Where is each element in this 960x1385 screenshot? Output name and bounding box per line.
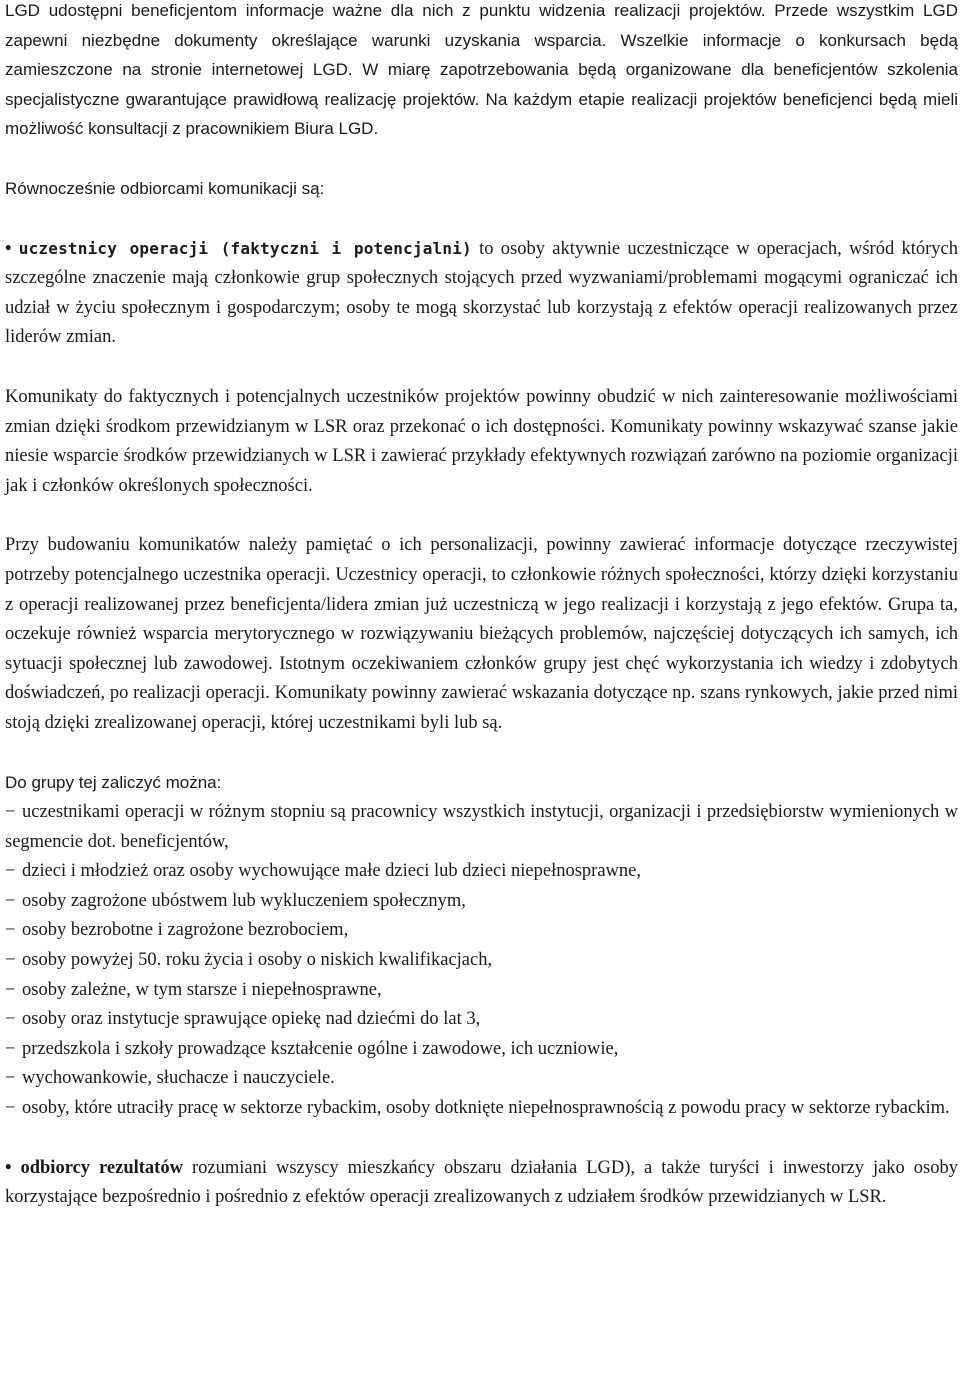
dash-mark: − (5, 861, 16, 882)
bullet-result-recipients (5, 1154, 958, 1213)
list-item: − osoby zagrożone ubóstwem lub wykluczeniem społecznym, (5, 887, 958, 917)
dash-mark: − (5, 1068, 16, 1089)
dash-mark: − (5, 920, 16, 941)
bullet-mark: • (5, 1157, 12, 1178)
list-item: − wychowankowie, słuchacze i nauczyciele. (5, 1064, 958, 1094)
group-list (5, 798, 958, 1124)
participants-term: uczestnicy operacji (faktyczni i potencjalni) (18, 238, 472, 258)
list-item: − przedszkola i szkoły prowadzące kształcenie ogólne i zawodowe, ich uczniowie, (5, 1035, 958, 1065)
recipients-heading: Równocześnie odbiorcami komunikacji są: (5, 178, 325, 198)
list-item: − dzieci i młodzież oraz osoby wychowujące małe dzieci lub dzieci niepełnosprawne, (5, 857, 958, 887)
list-item: − uczestnikami operacji w różnym stopniu są pracownicy wszystkich instytucji, organizacji i przedsiębiorstw wymienionych w segmencie dot. beneficjentów, (5, 798, 958, 857)
document-page (5, 0, 958, 1213)
result-recipients-text: rozumiani wszyscy mieszkańcy obszaru działania LGD), a także turyści i inwestorzy jako osoby korzystające bezpośrednio i pośrednio z efektów operacji zrealizowanych z udziałem środków przewidzianych w LSR. (5, 1157, 958, 1208)
dash-mark: − (5, 802, 16, 823)
list-item: − osoby oraz instytucje sprawujące opiekę nad dziećmi do lat 3, (5, 1005, 958, 1035)
dash-mark: − (5, 950, 16, 971)
list-item: − osoby powyżej 50. roku życia i osoby o niskich kwalifikacjach, (5, 946, 958, 976)
group-heading: Do grupy tej zaliczyć można: (5, 773, 222, 793)
participants-text: to osoby aktywnie uczestniczące w operacjach, wśród których szczególne znaczenie mają członkowie grup społecznych stojących przed wyzwaniami/problemami mogącymi ograniczać ich udział w życiu społecznym i gospodarczym; osoby te mogą skorzystać lub korzystają z efektów operacji realizowanych przez liderów zmian. (5, 238, 958, 348)
komunikaty-paragraph: Komunikaty do faktycznych i potencjalnych uczestników projektów powinny obudzić w nich zainteresowanie możliwościami zmian dzięki środkom przewidzianym w LSR oraz przekonać o ich dostępności. Komunikaty powinny wskazywać szanse jakie niesie wsparcie środków przewidzianych w LSR i zawierać przykłady efektywnych rozwiązań zarówno na poziomie organizacji jak i członków określonych społeczności. (5, 386, 958, 496)
bullet-participants (5, 234, 958, 353)
dash-mark: − (5, 1038, 16, 1059)
result-recipients-term: odbiorcy rezultatów (20, 1157, 183, 1178)
bullet-mark: • (5, 238, 12, 259)
list-item: − osoby bezrobotne i zagrożone bezrobociem, (5, 916, 958, 946)
dash-mark: − (5, 1098, 16, 1118)
list-item: − osoby, które utraciły pracę w sektorze rybackim, osoby dotknięte niepełnosprawnością z powodu pracy w sektorze rybackim. (5, 1094, 958, 1124)
budowanie-paragraph: Przy budowaniu komunikatów należy pamiętać o ich personalizacji, powinny zawierać informacje dotyczące rzeczywistej potrzeby potencjalnego uczestnika operacji. Uczestnicy operacji, to członkowie różnych społeczności, którzy dzięki korzystaniu z operacji realizowanej przez beneficjenta/lidera zmian już uczestniczą w jego realizacji i korzystają z jego efektów. Grupa ta, oczekuje również wsparcia merytorycznego w rozwiązywaniu bieżących problemów, najczęściej dotyczących ich samych, ich sytuacji społecznej lub zawodowej. Istotnym oczekiwaniem członków grupy jest chęć wykorzystania ich wiedzy i zdobytych doświadczeń, po realizacji operacji. Komunikaty powinny zawierać wskazania dotyczące np. szans rynkowych, jakie przed nimi stoją dzięki zrealizowanej operacji, której uczestnikami byli lub są. (5, 535, 958, 733)
list-item: − osoby zależne, w tym starsze i niepełnosprawne, (5, 976, 958, 1006)
dash-mark: − (5, 890, 16, 911)
dash-mark: − (5, 1009, 16, 1030)
intro-paragraph: LGD udostępni beneficjentom informacje ważne dla nich z punktu widzenia realizacji projektów. Przede wszystkim LGD zapewni niezbędne dokumenty określające warunki uzyskania wsparcia. Wszelkie informacje o konkursach będą zamieszczone na stronie internetowej LGD. W miarę zapotrzebowania będą organizowane dla beneficjentów szkolenia specjalistyczne gwarantujące prawidłową realizację projektów. Na każdym etapie realizacji projektów beneficjenci będą mieli możliwość konsultacji z pracownikiem Biura LGD. (5, 1, 958, 139)
dash-mark: − (5, 979, 16, 1000)
